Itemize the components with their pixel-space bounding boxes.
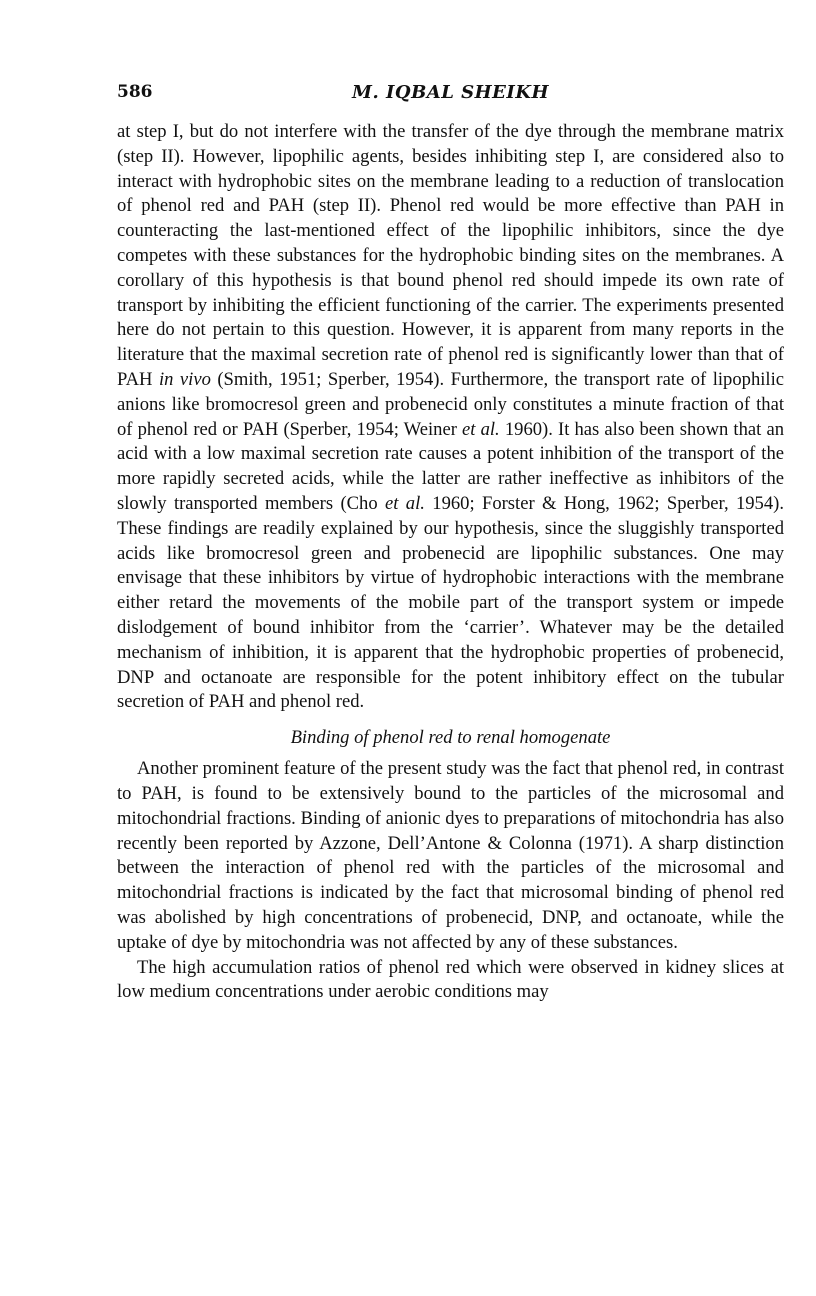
page-number: 586 [117, 82, 153, 102]
paragraph-hypothesis-discussion [117, 120, 784, 715]
in-vivo-italic: in vivo [158, 368, 211, 390]
para1-seg3: 1960). It has also been shown that an acid with a low maximal secretion rate causes a potent inhibition of the transport of the more rapidly secreted acids, while the latter are rather ineffective as inhibitors of the slowly transported members (Cho [117, 418, 784, 514]
et-al-italic-1: et al. [462, 418, 500, 440]
para1-seg2: (Smith, 1951; Sperber, 1954). Furthermore, the transport rate of lipophilic anions like bromocresol green and probenecid only constitutes a minute fraction of that of phenol red or PAH (Sperber, 1954; Weiner [117, 368, 784, 440]
section-heading: Binding of phenol red to renal homogenate [290, 727, 611, 749]
et-al-italic-2: et al. [385, 492, 425, 514]
page-header [117, 82, 784, 108]
para1-seg1: at step I, but do not interfere with the transfer of the dye through the membrane matrix (step II). However, lipophilic agents, besides inhibiting step I, are considered also to interact with hydrophobic sites on the membrane leading to a reduction of translocation of phenol red and PAH (step II). Phenol red would be more effective than PAH in counteracting the last-mentioned effect of the lipophilic inhibitors, since the dye competes with these substances for the hydrophobic binding sites on the membranes. A corollary of this hypothesis is that bound phenol red should impede its own rate of transport by inhibiting the efficient functioning of the carrier. The experiments presented here do not pertain to this question. However, it is apparent from many reports in the literature that the maximal secretion rate of phenol red is significantly lower than that of PAH [117, 121, 784, 390]
paragraph-accumulation: The high accumulation ratios of phenol red which were observed in kidney slices at low medium concentrations under aerobic conditions may [117, 956, 784, 1003]
running-head: M. IQBAL SHEIKH [352, 82, 549, 103]
para1-seg4: 1960; Forster & Hong, 1962; Sperber, 1954). These findings are readily explained by our hypothesis, since the sluggishly transported acids like bromocresol green and probenecid are lipophilic substances. One may envisage that these inhibitors by virtue of hydrophobic interactions with the membrane either retard the movements of the mobile part of the transport system or impede dislodgement of bound inhibitor from the ‘carrier’. Whatever may be the detailed mechanism of inhibition, it is apparent that the hydrophobic properties of probenecid, DNP and octanoate are responsible for the potent inhibitory effect on the tubular secretion of PAH and phenol red. [117, 492, 784, 713]
body-text [117, 120, 784, 1005]
paragraph-binding: Another prominent feature of the present study was the fact that phenol red, in contrast to PAH, is found to be extensively bound to the particles of the microsomal and mitochondrial fractions. Binding of anionic dyes to preparations of mitochondria has also recently been reported by Azzone, Dell’Antone & Colonna (1971). A sharp distinction between the interaction of phenol red with the particles of the microsomal and mitochondrial fractions is indicated by the fact that microsomal binding of phenol red was abolished by high concentrations of probenecid, DNP, and octanoate, while the uptake of dye by mitochondria was not affected by any of these substances. [117, 758, 784, 953]
